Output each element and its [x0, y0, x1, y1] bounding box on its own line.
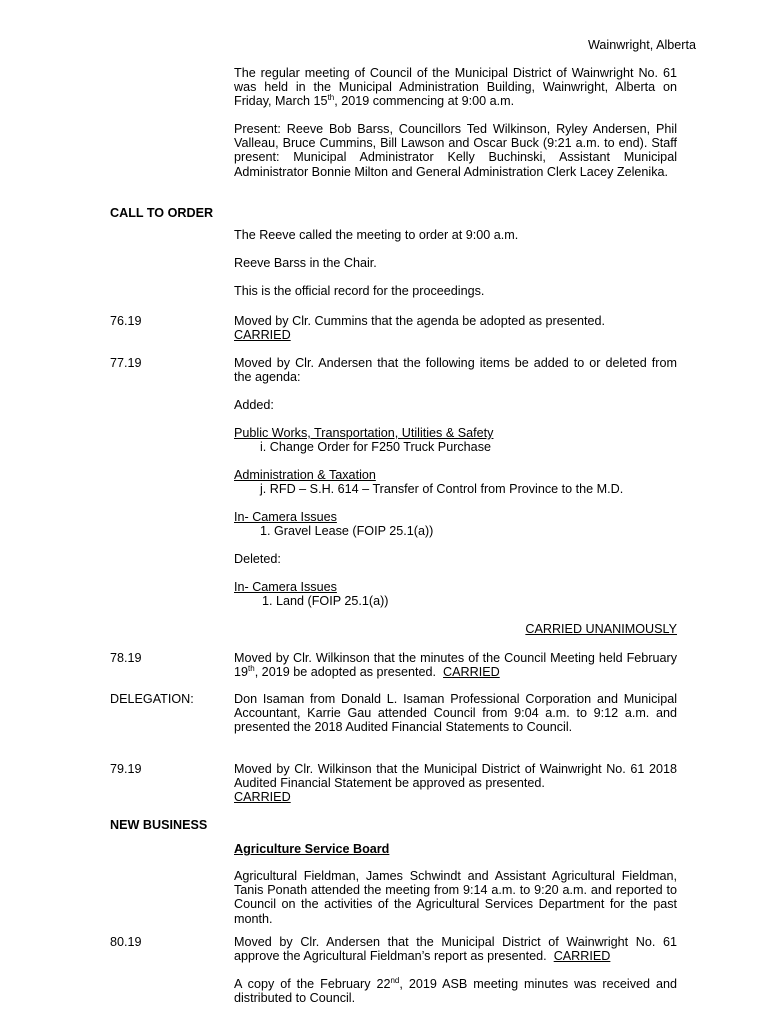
- motion-number: 80.19: [110, 935, 142, 949]
- carried-label: CARRIED: [553, 949, 611, 964]
- added-label: Added:: [234, 398, 274, 412]
- motion-text: Moved by Clr. Cummins that the agenda be adopted as presented. CARRIED: [234, 314, 606, 343]
- agenda-section: [234, 580, 677, 608]
- chair-line: Reeve Barss in the Chair.: [234, 256, 377, 270]
- call-to-order-heading: CALL TO ORDER: [110, 206, 214, 220]
- agenda-item: j. RFD – S.H. 614 – Transfer of Control from Province to the M.D.: [260, 482, 624, 497]
- asb-heading: Agriculture Service Board: [234, 842, 390, 856]
- official-record-line: This is the official record for the proceedings.: [234, 284, 485, 298]
- agenda-item: 1. Gravel Lease (FOIP 25.1(a)): [260, 524, 434, 539]
- motion-text: Moved by Clr. Andersen that the Municipal District of Wainwright No. 61 approve the Agricultural Fieldman’s report as presented. CARRIED: [234, 935, 677, 964]
- motion-text: Moved by Clr. Wilkinson that the Municipal District of Wainwright No. 61 2018 Audited Financial Statement be approved as presented. CARRIED: [234, 762, 677, 805]
- asb-minutes-text: A copy of the February 22nd, 2019 ASB meeting minutes was received and distributed to Council.: [234, 976, 677, 1006]
- section-title: Public Works, Transportation, Utilities & Safety: [234, 426, 494, 440]
- deleted-label: Deleted:: [234, 552, 281, 566]
- agenda-section: [234, 426, 677, 454]
- motion-text: Moved by Clr. Andersen that the following items be added to or deleted from the agenda:: [234, 356, 677, 385]
- agenda-section: [234, 468, 677, 496]
- motion-number: 79.19: [110, 762, 142, 776]
- motion-number: 78.19: [110, 651, 142, 665]
- agenda-section: [234, 510, 677, 538]
- motion-text: Moved by Clr. Wilkinson that the minutes of the Council Meeting held February 19th, 2019 be adopted as presented. CARRIED: [234, 651, 677, 680]
- new-business-heading: NEW BUSINESS: [110, 818, 208, 832]
- section-title: In- Camera Issues: [234, 510, 337, 524]
- carried-label: CARRIED: [234, 328, 291, 343]
- carried-unanimously-label: CARRIED UNANIMOUSLY: [525, 622, 677, 636]
- intro-paragraph: The regular meeting of Council of the Municipal District of Wainwright No. 61 was held in the Municipal Administration Building, Wainwright, Alberta on Friday, March 15th, 2019 commencing at 9:00 a.m.: [234, 66, 677, 109]
- agenda-item: 1. Land (FOIP 25.1(a)): [262, 594, 389, 609]
- present-paragraph: Present: Reeve Bob Barss, Councillors Ted Wilkinson, Ryley Andersen, Phil Valleau, Bruce Cummins, Bill Lawson and Oscar Buck (9:21 a.m. to end). Staff present: Municipal Administrator Kelly Buchinski, Assistant Municipal Administrator Bonnie Milton and General Administration Clerk Lacey Zelenika.: [234, 122, 677, 179]
- location-header: Wainwright, Alberta: [587, 38, 696, 52]
- carried-label: CARRIED: [234, 790, 291, 805]
- delegation-label: DELEGATION:: [110, 692, 194, 706]
- motion-number: 76.19: [110, 314, 142, 328]
- call-to-order-line: The Reeve called the meeting to order at 9:00 a.m.: [234, 228, 519, 242]
- asb-report-text: Agricultural Fieldman, James Schwindt and Assistant Agricultural Fieldman, Tanis Ponath attended the meeting from 9:14 a.m. to 9:20 a.m. and reported to Council on the activities of the Agricultural Services Department for the past month.: [234, 869, 677, 926]
- section-title: Administration & Taxation: [234, 468, 376, 482]
- section-title: In- Camera Issues: [234, 580, 337, 594]
- delegation-text: Don Isaman from Donald L. Isaman Professional Corporation and Municipal Accountant, Karrie Gau attended Council from 9:04 a.m. to 9:12 a.m. and presented the 2018 Audited Financial Statements to Council.: [234, 692, 677, 735]
- motion-number: 77.19: [110, 356, 142, 370]
- agenda-item: i. Change Order for F250 Truck Purchase: [260, 440, 491, 455]
- carried-label: CARRIED: [443, 665, 500, 680]
